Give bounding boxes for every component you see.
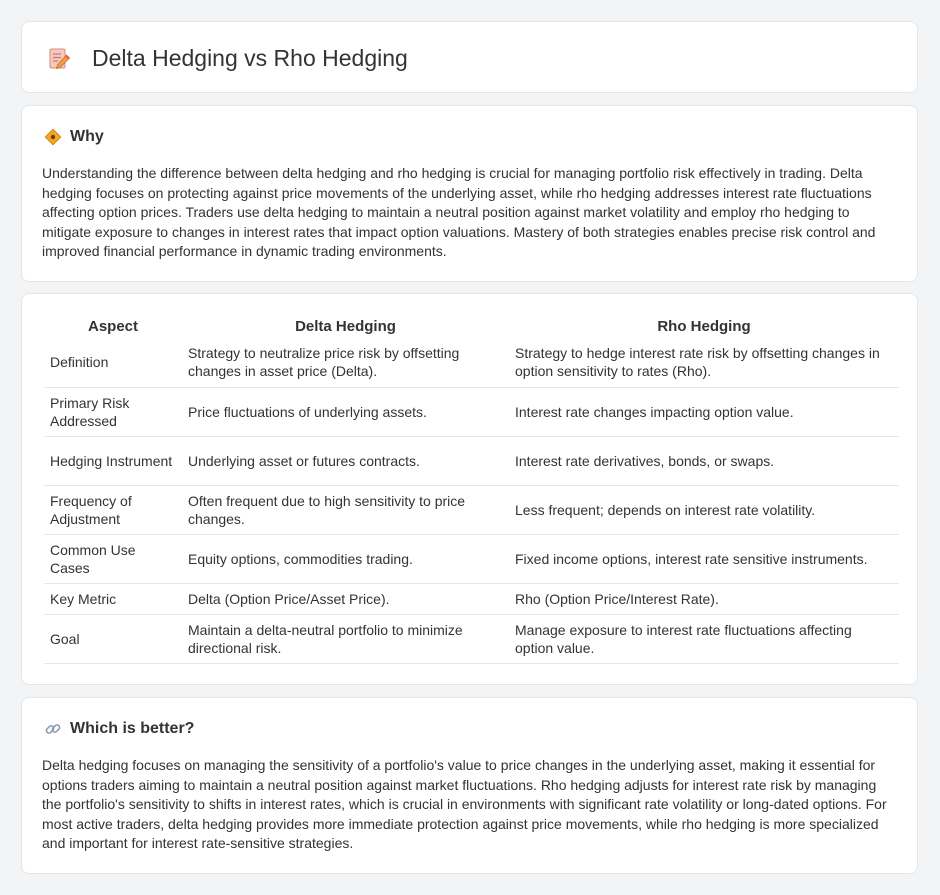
diamond-sign-icon xyxy=(44,128,62,146)
delta-cell: Delta (Option Price/Asset Price). xyxy=(182,583,509,614)
delta-cell: Price fluctuations of underlying assets. xyxy=(182,387,509,436)
rho-cell: Fixed income options, interest rate sensitive instruments. xyxy=(509,534,899,583)
aspect-cell: Frequency of Adjustment xyxy=(44,485,182,534)
column-header-aspect: Aspect xyxy=(87,318,139,335)
table-row xyxy=(44,583,899,614)
column-header-delta: Delta Hedging xyxy=(295,318,396,335)
page-title: Delta Hedging vs Rho Hedging xyxy=(92,45,408,71)
table-row xyxy=(44,387,899,436)
delta-cell: Underlying asset or futures contracts. xyxy=(182,436,509,485)
table-row xyxy=(44,614,899,663)
header-card xyxy=(21,21,918,93)
document-pencil-icon xyxy=(46,46,72,72)
rho-cell: Less frequent; depends on interest rate volatility. xyxy=(509,485,899,534)
delta-cell: Maintain a delta-neutral portfolio to minimize directional risk. xyxy=(182,614,509,663)
why-text: Understanding the difference between delta hedging and rho hedging is crucial for managing portfolio risk effectively in trading. Delta hedging focuses on protecting against price movements of the underlying asset, while rho hedging addresses interest rate fluctuations affecting option prices. Traders use delta hedging to maintain a neutral position against market volatility and employ rho hedging to mitigate exposure to changes in interest rates that impact option valuations. Mastery of both strategies enables precise risk control and improved financial performance in dynamic trading environments. xyxy=(42,165,876,259)
aspect-cell: Key Metric xyxy=(44,583,182,614)
better-heading-row xyxy=(44,718,194,740)
aspect-cell: Common Use Cases xyxy=(44,534,182,583)
delta-cell: Equity options, commodities trading. xyxy=(182,534,509,583)
better-heading: Which is better? xyxy=(70,720,195,737)
aspect-cell: Primary Risk Addressed xyxy=(44,387,182,436)
column-header-rho: Rho Hedging xyxy=(657,318,751,335)
rho-cell: Rho (Option Price/Interest Rate). xyxy=(509,583,899,614)
table-header-row xyxy=(44,316,899,338)
rho-cell: Interest rate changes impacting option value. xyxy=(509,387,899,436)
rho-cell: Interest rate derivatives, bonds, or swaps. xyxy=(509,436,899,485)
delta-cell: Strategy to neutralize price risk by offsetting changes in asset price (Delta). xyxy=(182,338,509,387)
aspect-cell: Definition xyxy=(44,338,182,387)
table-row xyxy=(44,338,899,387)
table-row xyxy=(44,534,899,583)
comparison-section xyxy=(21,293,918,685)
table-row xyxy=(44,436,899,485)
aspect-cell: Hedging Instrument xyxy=(44,436,182,485)
rho-cell: Strategy to hedge interest rate risk by offsetting changes in option sensitivity to rates (Rho). xyxy=(509,338,899,387)
delta-cell: Often frequent due to high sensitivity to price changes. xyxy=(182,485,509,534)
better-text: Delta hedging focuses on managing the sensitivity of a portfolio's value to price changes in the underlying asset, making it essential for options traders aiming to maintain a neutral position against market fluctuations. Rho hedging adjusts for interest rate risk by managing the portfolio's sensitivity to shifts in interest rates, which is crucial in environments with significant rate volatility or long-dated options. For most active traders, delta hedging provides more immediate protection against price movements, while rho hedging is more specialized and important for interest rate-sensitive strategies. xyxy=(42,757,887,851)
table-row xyxy=(44,485,899,534)
rho-cell: Manage exposure to interest rate fluctuations affecting option value. xyxy=(509,614,899,663)
link-icon xyxy=(44,720,62,738)
better-section xyxy=(21,697,918,874)
why-section xyxy=(21,105,918,282)
aspect-cell: Goal xyxy=(44,614,182,663)
why-heading-row xyxy=(44,126,104,148)
comparison-table xyxy=(44,316,899,664)
why-heading: Why xyxy=(70,128,104,145)
